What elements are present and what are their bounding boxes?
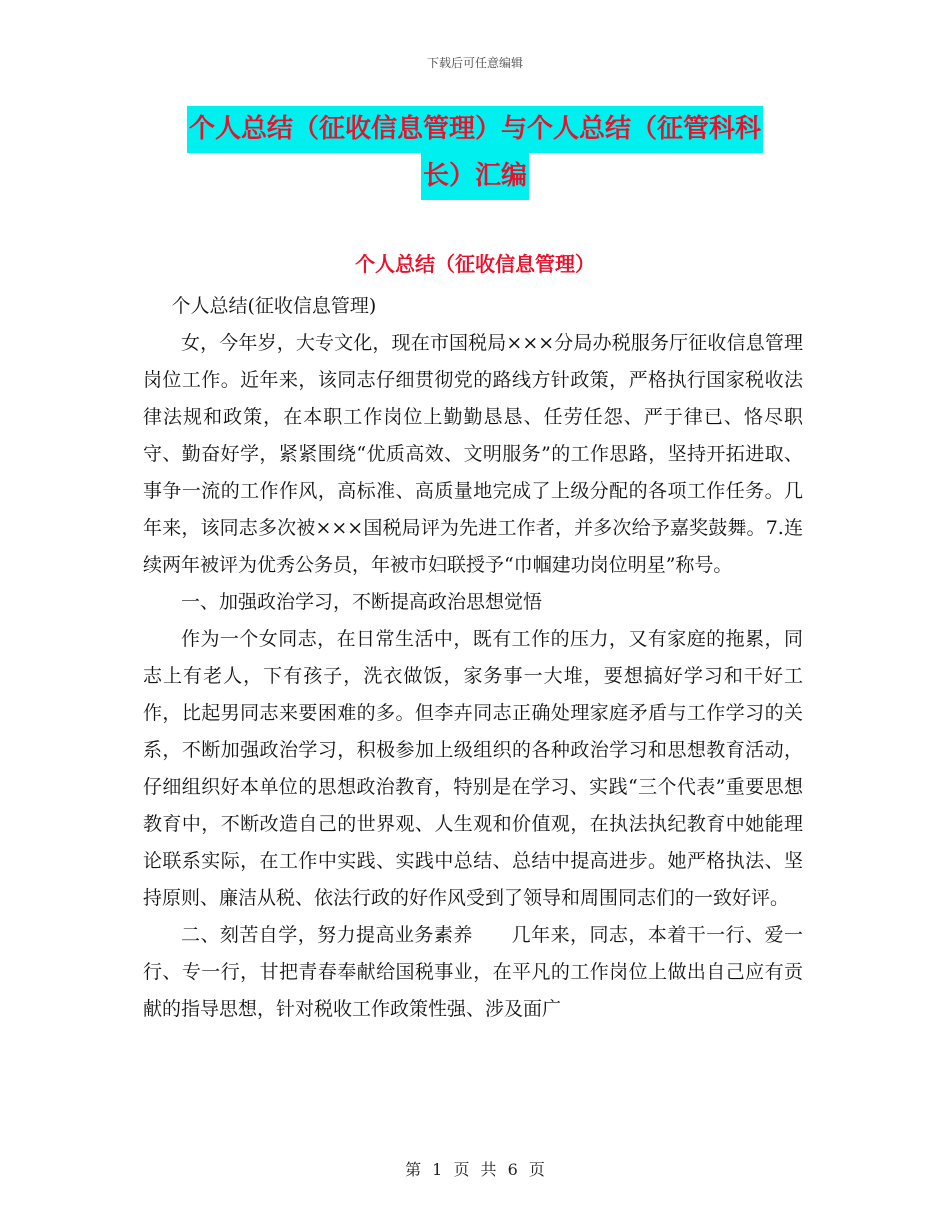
paragraph-heading-2: 二、刻苦自学，努力提高业务素养 几年来，同志，本着干一行、爱一行、专一行，甘把青春奉献给国税事业，在平凡的工作岗位上做出自己应有贡献的指导思想，针对税收工作政策性强、涉及面广: [143, 924, 803, 1020]
document-title-line-2: 长）汇编: [421, 153, 529, 200]
paragraph-intro: 女，今年岁，大专文化，现在市国税局×××分局办税服务厅征收信息管理岗位工作。近年来，该同志仔细贯彻党的路线方针政策，严格执行国家税收法律法规和政策，在本职工作岗位上勤勤恳恳、任劳任怨、严于律已、恪尽职守、勤奋好学，紧紧围绕“优质高效、文明服务”的工作思路，坚持开拓进取、事争一流的工作作风，高标准、高质量地完成了上级分配的各项工作任务。几年来，该同志多次被×××国税局评为先进工作者，并多次给予嘉奖鼓舞。7.连续两年被评为优秀公务员，年被市妇联授予“巾帼建功岗位明星”称号。: [143, 332, 803, 576]
section-title: 个人总结（征收信息管理）: [355, 252, 595, 276]
document-body: [143, 288, 803, 1028]
page-footer: 第 1 页 共 6 页: [405, 1160, 545, 1179]
document-title-line-1: 个人总结（征收信息管理）与个人总结（征管科科: [187, 106, 763, 153]
paragraph-heading-1: 一、加强政治学习，不断提高政治思想觉悟: [181, 591, 543, 613]
document-title: [0, 106, 950, 200]
header-note: 下载后可任意编辑: [426, 56, 523, 70]
paragraph-subtitle: 个人总结(征收信息管理): [171, 295, 377, 317]
paragraph-political-study: 作为一个女同志，在日常生活中，既有工作的压力，又有家庭的拖累，同志上有老人，下有孩子，洗衣做饭，家务事一大堆，要想搞好学习和干好工作，比起男同志来要困难的多。但李卉同志正确处理家庭矛盾与工作学习的关系，不断加强政治学习，积极参加上级组织的各种政治学习和思想教育活动，仔细组织好本单位的思想政治教育，特别是在学习、实践“三个代表”重要思想教育中，不断改造自己的世界观、人生观和价值观，在执法执纪教育中她能理论联系实际，在工作中实践、实践中总结、总结中提高进步。她严格执法、坚持原则、廉洁从税、依法行政的好作风受到了领导和周围同志们的一致好评。: [143, 628, 803, 909]
